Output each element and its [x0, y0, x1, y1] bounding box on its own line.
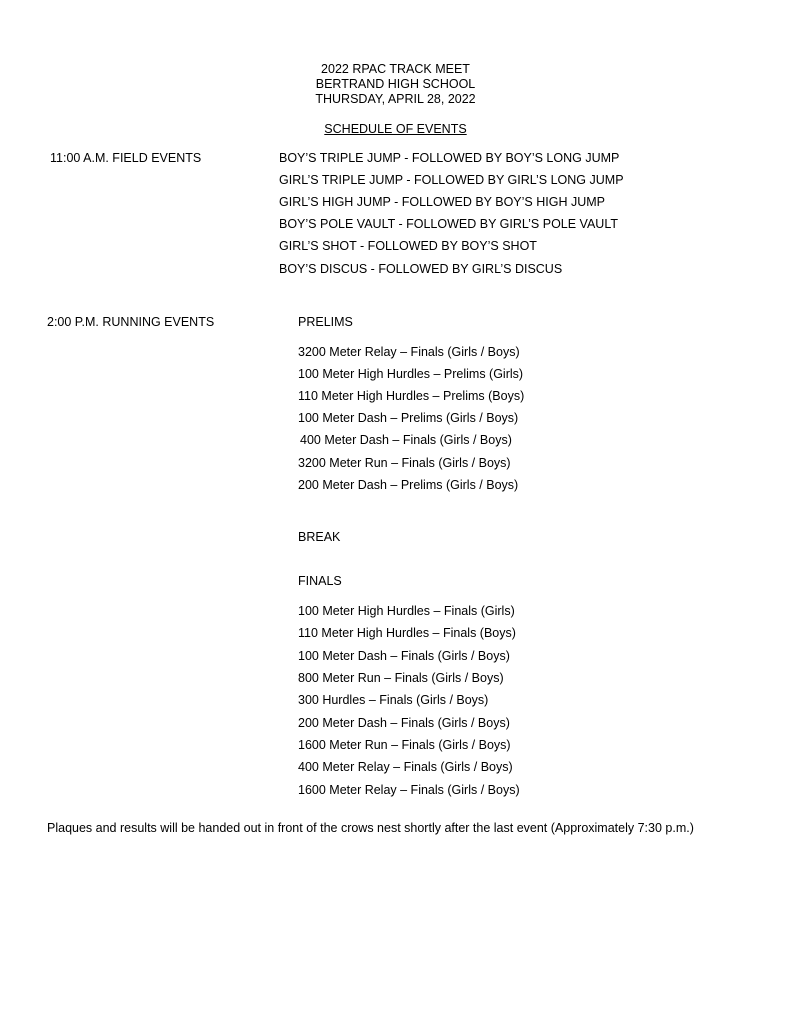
final-event-item: 100 Meter Dash – Finals (Girls / Boys) — [298, 649, 510, 663]
prelim-event-item: 400 Meter Dash – Finals (Girls / Boys) — [300, 433, 512, 447]
final-event-item: 100 Meter High Hurdles – Finals (Girls) — [298, 604, 515, 618]
field-event-item: BOY’S TRIPLE JUMP - FOLLOWED BY BOY’S LONG JUMP — [279, 151, 620, 165]
field-event-item: GIRL’S TRIPLE JUMP - FOLLOWED BY GIRL’S LONG JUMP — [279, 173, 624, 187]
field-event-item: GIRL’S HIGH JUMP - FOLLOWED BY BOY’S HIGH JUMP — [279, 195, 605, 209]
final-event-item: 800 Meter Run – Finals (Girls / Boys) — [298, 671, 504, 685]
prelims-heading: PRELIMS — [298, 315, 353, 329]
field-event-item: GIRL’S SHOT - FOLLOWED BY BOY’S SHOT — [279, 239, 537, 253]
field-event-item: BOY’S POLE VAULT - FOLLOWED BY GIRL’S POLE VAULT — [279, 217, 618, 231]
final-event-item: 1600 Meter Relay – Finals (Girls / Boys) — [298, 783, 520, 797]
running-events-time-label: 2:00 P.M. RUNNING EVENTS — [47, 315, 215, 329]
footer-note: Plaques and results will be handed out in front of the crows nest shortly after the last event (Approximately 7:30 p.m.) — [47, 821, 694, 835]
meet-date: THURSDAY, APRIL 28, 2022 — [315, 92, 476, 106]
final-event-item: 110 Meter High Hurdles – Finals (Boys) — [298, 626, 516, 640]
field-events-time-label: 11:00 A.M. FIELD EVENTS — [50, 151, 202, 165]
prelim-event-item: 3200 Meter Relay – Finals (Girls / Boys) — [298, 345, 520, 359]
prelim-event-item: 200 Meter Dash – Prelims (Girls / Boys) — [298, 478, 519, 492]
final-event-item: 1600 Meter Run – Finals (Girls / Boys) — [298, 738, 511, 752]
prelim-event-item: 100 Meter High Hurdles – Prelims (Girls) — [298, 367, 524, 381]
final-event-item: 200 Meter Dash – Finals (Girls / Boys) — [298, 716, 510, 730]
meet-location: BERTRAND HIGH SCHOOL — [315, 77, 476, 91]
finals-heading: FINALS — [298, 574, 342, 588]
final-event-item: 400 Meter Relay – Finals (Girls / Boys) — [298, 760, 513, 774]
prelim-event-item: 100 Meter Dash – Prelims (Girls / Boys) — [298, 411, 519, 425]
break-label: BREAK — [298, 530, 341, 544]
final-event-item: 300 Hurdles – Finals (Girls / Boys) — [298, 693, 489, 707]
field-event-item: BOY’S DISCUS - FOLLOWED BY GIRL’S DISCUS — [279, 262, 563, 276]
meet-title: 2022 RPAC TRACK MEET — [321, 62, 470, 76]
schedule-title: SCHEDULE OF EVENTS — [324, 122, 467, 136]
prelim-event-item: 110 Meter High Hurdles – Prelims (Boys) — [298, 389, 525, 403]
prelim-event-item: 3200 Meter Run – Finals (Girls / Boys) — [298, 456, 511, 470]
